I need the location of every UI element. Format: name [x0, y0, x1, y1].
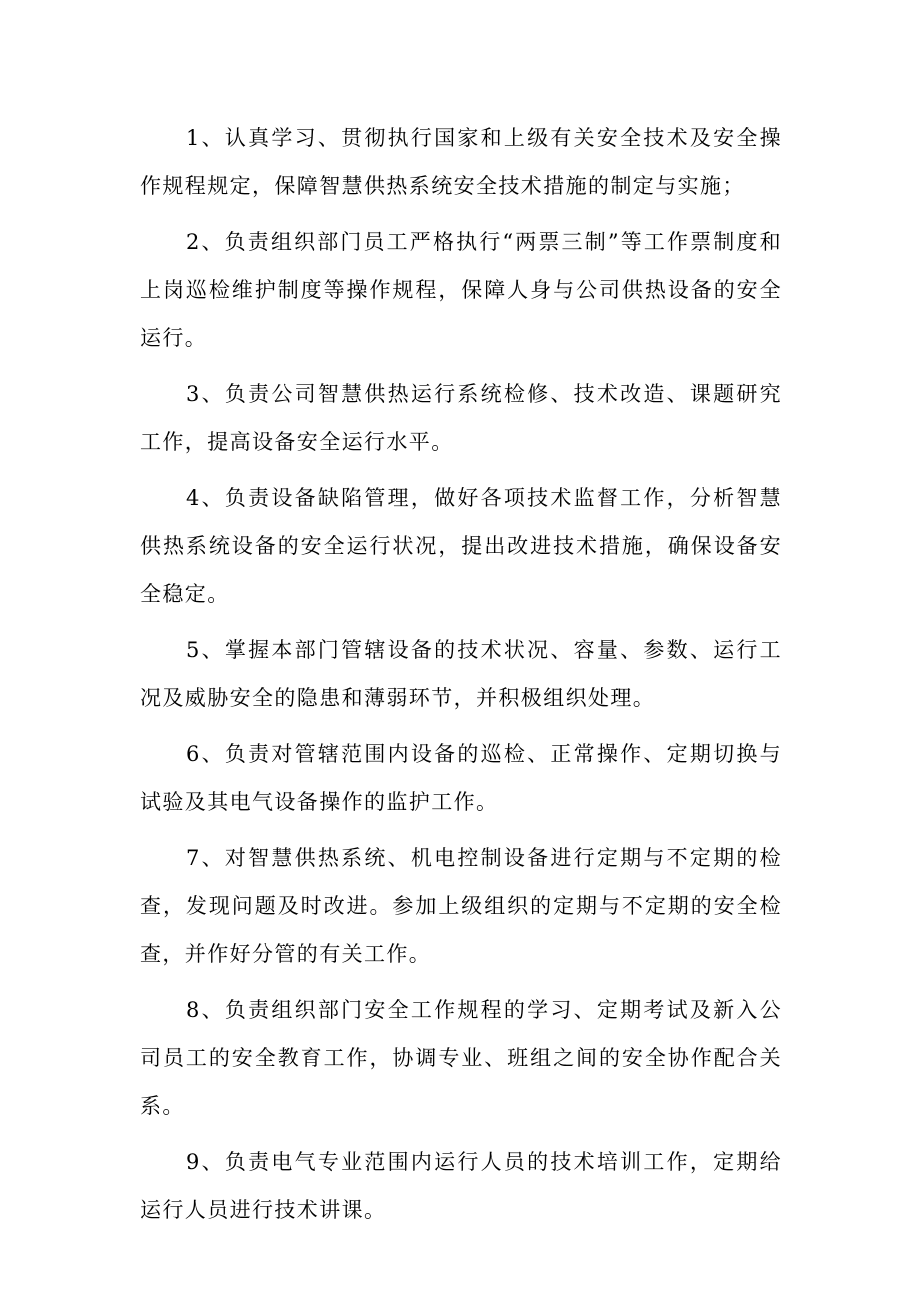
paragraph-3: 3、负责公司智慧供热运行系统检修、技术改造、课题研究工作，提高设备安全运行水平。 [140, 382, 782, 454]
paragraph-4: 4、负责设备缺陷管理，做好各项技术监督工作，分析智慧供热系统设备的安全运行状况，提出改进技术措施，确保设备安全稳定。 [140, 486, 782, 606]
paragraph-9: 9、负责电气专业范围内运行人员的技术培训工作，定期给运行人员进行技术讲课。 [140, 1150, 782, 1222]
paragraph-2: 2、负责组织部门员工严格执行“两票三制”等工作票制度和上岗巡检维护制度等操作规程，保障人身与公司供热设备的安全运行。 [140, 230, 782, 350]
paragraph-1: 1、认真学习、贯彻执行国家和上级有关安全技术及安全操作规程规定，保障智慧供热系统安全技术措施的制定与实施； [140, 126, 782, 198]
paragraph-7: 7、对智慧供热系统、机电控制设备进行定期与不定期的检查，发现问题及时改进。参加上级组织的定期与不定期的安全检查，并作好分管的有关工作。 [140, 846, 782, 966]
paragraph-8: 8、负责组织部门安全工作规程的学习、定期考试及新入公司员工的安全教育工作，协调专业、班组之间的安全协作配合关系。 [140, 998, 782, 1118]
paragraph-6: 6、负责对管辖范围内设备的巡检、正常操作、定期切换与试验及其电气设备操作的监护工作。 [140, 742, 782, 814]
document-body [140, 114, 782, 1234]
paragraph-5: 5、掌握本部门管辖设备的技术状况、容量、参数、运行工况及威胁安全的隐患和薄弱环节，并积极组织处理。 [140, 638, 782, 710]
